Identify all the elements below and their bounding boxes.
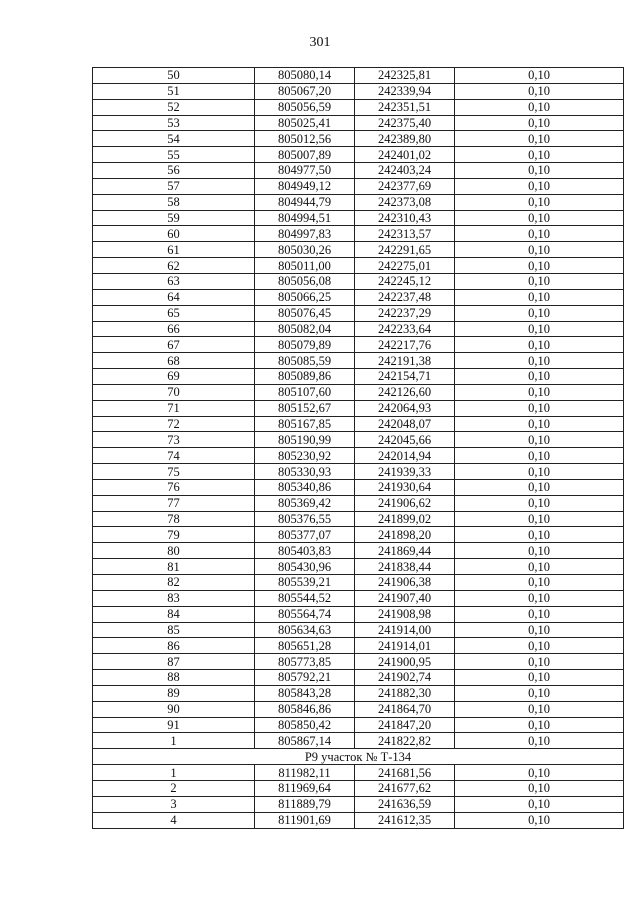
point-number-cell: 54	[93, 131, 255, 147]
y-coordinate-cell: 242191,38	[355, 353, 455, 369]
y-coordinate-cell: 242291,65	[355, 242, 455, 258]
point-number-cell: 78	[93, 511, 255, 527]
table-row	[93, 83, 624, 99]
accuracy-cell: 0,10	[455, 654, 624, 670]
x-coordinate-cell: 804949,12	[255, 178, 355, 194]
y-coordinate-cell: 241902,74	[355, 670, 455, 686]
accuracy-cell: 0,10	[455, 638, 624, 654]
y-coordinate-cell: 241939,33	[355, 464, 455, 480]
x-coordinate-cell: 805792,21	[255, 670, 355, 686]
y-coordinate-cell: 242237,29	[355, 305, 455, 321]
x-coordinate-cell: 805403,83	[255, 543, 355, 559]
point-number-cell: 66	[93, 321, 255, 337]
table-row	[93, 242, 624, 258]
y-coordinate-cell: 241906,38	[355, 575, 455, 591]
table-row	[93, 305, 624, 321]
x-coordinate-cell: 805850,42	[255, 717, 355, 733]
point-number-cell: 1	[93, 733, 255, 749]
x-coordinate-cell: 805564,74	[255, 606, 355, 622]
x-coordinate-cell: 811889,79	[255, 796, 355, 812]
point-number-cell: 58	[93, 194, 255, 210]
accuracy-cell: 0,10	[455, 416, 624, 432]
table-row	[93, 448, 624, 464]
point-number-cell: 62	[93, 258, 255, 274]
point-number-cell: 3	[93, 796, 255, 812]
y-coordinate-cell: 242325,81	[355, 68, 455, 84]
accuracy-cell: 0,10	[455, 258, 624, 274]
x-coordinate-cell: 805846,86	[255, 701, 355, 717]
point-number-cell: 67	[93, 337, 255, 353]
table-row	[93, 384, 624, 400]
table-row	[93, 527, 624, 543]
point-number-cell: 56	[93, 163, 255, 179]
x-coordinate-cell: 805867,14	[255, 733, 355, 749]
y-coordinate-cell: 242351,51	[355, 99, 455, 115]
accuracy-cell: 0,10	[455, 289, 624, 305]
y-coordinate-cell: 242237,48	[355, 289, 455, 305]
accuracy-cell: 0,10	[455, 115, 624, 131]
point-number-cell: 52	[93, 99, 255, 115]
point-number-cell: 50	[93, 68, 255, 84]
x-coordinate-cell: 805079,89	[255, 337, 355, 353]
accuracy-cell: 0,10	[455, 384, 624, 400]
table-row	[93, 226, 624, 242]
y-coordinate-cell: 242310,43	[355, 210, 455, 226]
table-row	[93, 717, 624, 733]
y-coordinate-cell: 241612,35	[355, 812, 455, 828]
section-header: Р9 участок № Т-134	[93, 749, 624, 765]
table-row	[93, 68, 624, 84]
table-row	[93, 765, 624, 781]
point-number-cell: 83	[93, 590, 255, 606]
y-coordinate-cell: 241847,20	[355, 717, 455, 733]
x-coordinate-cell: 811901,69	[255, 812, 355, 828]
table-row	[93, 432, 624, 448]
x-coordinate-cell: 805430,96	[255, 559, 355, 575]
accuracy-cell: 0,10	[455, 68, 624, 84]
table-row	[93, 258, 624, 274]
y-coordinate-cell: 242217,76	[355, 337, 455, 353]
point-number-cell: 74	[93, 448, 255, 464]
accuracy-cell: 0,10	[455, 369, 624, 385]
y-coordinate-cell: 241838,44	[355, 559, 455, 575]
point-number-cell: 75	[93, 464, 255, 480]
x-coordinate-cell: 805376,55	[255, 511, 355, 527]
x-coordinate-cell: 805025,41	[255, 115, 355, 131]
y-coordinate-cell: 241914,00	[355, 622, 455, 638]
point-number-cell: 60	[93, 226, 255, 242]
y-coordinate-cell: 242401,02	[355, 147, 455, 163]
y-coordinate-cell: 241899,02	[355, 511, 455, 527]
y-coordinate-cell: 241869,44	[355, 543, 455, 559]
x-coordinate-cell: 805651,28	[255, 638, 355, 654]
table-row	[93, 147, 624, 163]
x-coordinate-cell: 805340,86	[255, 479, 355, 495]
table-row	[93, 559, 624, 575]
x-coordinate-cell: 805012,56	[255, 131, 355, 147]
x-coordinate-cell: 811982,11	[255, 765, 355, 781]
accuracy-cell: 0,10	[455, 527, 624, 543]
x-coordinate-cell: 805082,04	[255, 321, 355, 337]
point-number-cell: 59	[93, 210, 255, 226]
point-number-cell: 57	[93, 178, 255, 194]
accuracy-cell: 0,10	[455, 147, 624, 163]
x-coordinate-cell: 805843,28	[255, 685, 355, 701]
accuracy-cell: 0,10	[455, 432, 624, 448]
y-coordinate-cell: 241636,59	[355, 796, 455, 812]
y-coordinate-cell: 241900,95	[355, 654, 455, 670]
x-coordinate-cell: 804944,79	[255, 194, 355, 210]
table-row	[93, 543, 624, 559]
point-number-cell: 90	[93, 701, 255, 717]
accuracy-cell: 0,10	[455, 321, 624, 337]
table-row	[93, 733, 624, 749]
accuracy-cell: 0,10	[455, 543, 624, 559]
point-number-cell: 68	[93, 353, 255, 369]
table-row	[93, 606, 624, 622]
accuracy-cell: 0,10	[455, 733, 624, 749]
point-number-cell: 4	[93, 812, 255, 828]
accuracy-cell: 0,10	[455, 479, 624, 495]
x-coordinate-cell: 805011,00	[255, 258, 355, 274]
y-coordinate-cell: 242339,94	[355, 83, 455, 99]
x-coordinate-cell: 805230,92	[255, 448, 355, 464]
point-number-cell: 65	[93, 305, 255, 321]
point-number-cell: 70	[93, 384, 255, 400]
y-coordinate-cell: 242126,60	[355, 384, 455, 400]
point-number-cell: 73	[93, 432, 255, 448]
accuracy-cell: 0,10	[455, 131, 624, 147]
table-row	[93, 511, 624, 527]
accuracy-cell: 0,10	[455, 701, 624, 717]
table-row	[93, 115, 624, 131]
y-coordinate-cell: 241906,62	[355, 495, 455, 511]
y-coordinate-cell: 242375,40	[355, 115, 455, 131]
y-coordinate-cell: 241908,98	[355, 606, 455, 622]
x-coordinate-cell: 805089,86	[255, 369, 355, 385]
point-number-cell: 72	[93, 416, 255, 432]
table-row	[93, 812, 624, 828]
y-coordinate-cell: 242233,64	[355, 321, 455, 337]
table-row	[93, 369, 624, 385]
accuracy-cell: 0,10	[455, 163, 624, 179]
point-number-cell: 77	[93, 495, 255, 511]
page-number: 301	[309, 35, 331, 50]
x-coordinate-cell: 804977,50	[255, 163, 355, 179]
y-coordinate-cell: 242014,94	[355, 448, 455, 464]
x-coordinate-cell: 805056,59	[255, 99, 355, 115]
point-number-cell: 51	[93, 83, 255, 99]
accuracy-cell: 0,10	[455, 464, 624, 480]
point-number-cell: 53	[93, 115, 255, 131]
x-coordinate-cell: 805544,52	[255, 590, 355, 606]
x-coordinate-cell: 805539,21	[255, 575, 355, 591]
table-row	[93, 701, 624, 717]
point-number-cell: 69	[93, 369, 255, 385]
y-coordinate-cell: 241930,64	[355, 479, 455, 495]
accuracy-cell: 0,10	[455, 495, 624, 511]
x-coordinate-cell: 805634,63	[255, 622, 355, 638]
y-coordinate-cell: 241907,40	[355, 590, 455, 606]
table-row	[93, 685, 624, 701]
accuracy-cell: 0,10	[455, 685, 624, 701]
y-coordinate-cell: 241864,70	[355, 701, 455, 717]
point-number-cell: 81	[93, 559, 255, 575]
y-coordinate-cell: 241681,56	[355, 765, 455, 781]
table-row	[93, 99, 624, 115]
y-coordinate-cell: 242389,80	[355, 131, 455, 147]
accuracy-cell: 0,10	[455, 448, 624, 464]
y-coordinate-cell: 242373,08	[355, 194, 455, 210]
point-number-cell: 79	[93, 527, 255, 543]
x-coordinate-cell: 805330,93	[255, 464, 355, 480]
accuracy-cell: 0,10	[455, 575, 624, 591]
point-number-cell: 82	[93, 575, 255, 591]
accuracy-cell: 0,10	[455, 99, 624, 115]
x-coordinate-cell: 805076,45	[255, 305, 355, 321]
accuracy-cell: 0,10	[455, 559, 624, 575]
coordinates-table	[92, 67, 624, 829]
accuracy-cell: 0,10	[455, 590, 624, 606]
accuracy-cell: 0,10	[455, 606, 624, 622]
accuracy-cell: 0,10	[455, 796, 624, 812]
accuracy-cell: 0,10	[455, 226, 624, 242]
table-row	[93, 464, 624, 480]
x-coordinate-cell: 805066,25	[255, 289, 355, 305]
accuracy-cell: 0,10	[455, 305, 624, 321]
accuracy-cell: 0,10	[455, 273, 624, 289]
x-coordinate-cell: 805085,59	[255, 353, 355, 369]
x-coordinate-cell: 804997,83	[255, 226, 355, 242]
table-row	[93, 131, 624, 147]
table-row	[93, 416, 624, 432]
table-row	[93, 210, 624, 226]
x-coordinate-cell: 804994,51	[255, 210, 355, 226]
accuracy-cell: 0,10	[455, 83, 624, 99]
table-row	[93, 796, 624, 812]
x-coordinate-cell: 805056,08	[255, 273, 355, 289]
accuracy-cell: 0,10	[455, 780, 624, 796]
section-header-row	[93, 749, 624, 765]
point-number-cell: 63	[93, 273, 255, 289]
table-row	[93, 289, 624, 305]
point-number-cell: 76	[93, 479, 255, 495]
point-number-cell: 87	[93, 654, 255, 670]
point-number-cell: 84	[93, 606, 255, 622]
table-row	[93, 780, 624, 796]
point-number-cell: 80	[93, 543, 255, 559]
point-number-cell: 55	[93, 147, 255, 163]
table-row	[93, 337, 624, 353]
y-coordinate-cell: 242045,66	[355, 432, 455, 448]
y-coordinate-cell: 242377,69	[355, 178, 455, 194]
x-coordinate-cell: 805067,20	[255, 83, 355, 99]
y-coordinate-cell: 241882,30	[355, 685, 455, 701]
x-coordinate-cell: 805030,26	[255, 242, 355, 258]
accuracy-cell: 0,10	[455, 337, 624, 353]
table-row	[93, 622, 624, 638]
accuracy-cell: 0,10	[455, 400, 624, 416]
accuracy-cell: 0,10	[455, 194, 624, 210]
y-coordinate-cell: 242275,01	[355, 258, 455, 274]
x-coordinate-cell: 805167,85	[255, 416, 355, 432]
table-row	[93, 638, 624, 654]
accuracy-cell: 0,10	[455, 242, 624, 258]
y-coordinate-cell: 241677,62	[355, 780, 455, 796]
accuracy-cell: 0,10	[455, 622, 624, 638]
y-coordinate-cell: 242048,07	[355, 416, 455, 432]
accuracy-cell: 0,10	[455, 511, 624, 527]
y-coordinate-cell: 241822,82	[355, 733, 455, 749]
y-coordinate-cell: 241898,20	[355, 527, 455, 543]
accuracy-cell: 0,10	[455, 178, 624, 194]
table-row	[93, 194, 624, 210]
table-row	[93, 178, 624, 194]
x-coordinate-cell: 805377,07	[255, 527, 355, 543]
table-row	[93, 400, 624, 416]
x-coordinate-cell: 805369,42	[255, 495, 355, 511]
y-coordinate-cell: 242154,71	[355, 369, 455, 385]
x-coordinate-cell: 805152,67	[255, 400, 355, 416]
table-row	[93, 670, 624, 686]
y-coordinate-cell: 241914,01	[355, 638, 455, 654]
table-row	[93, 575, 624, 591]
point-number-cell: 71	[93, 400, 255, 416]
y-coordinate-cell: 242064,93	[355, 400, 455, 416]
point-number-cell: 86	[93, 638, 255, 654]
accuracy-cell: 0,10	[455, 210, 624, 226]
table-row	[93, 590, 624, 606]
y-coordinate-cell: 242403,24	[355, 163, 455, 179]
y-coordinate-cell: 242245,12	[355, 273, 455, 289]
table-row	[93, 654, 624, 670]
accuracy-cell: 0,10	[455, 812, 624, 828]
x-coordinate-cell: 805007,89	[255, 147, 355, 163]
x-coordinate-cell: 805080,14	[255, 68, 355, 84]
point-number-cell: 88	[93, 670, 255, 686]
x-coordinate-cell: 805773,85	[255, 654, 355, 670]
table-row	[93, 163, 624, 179]
table-row	[93, 495, 624, 511]
x-coordinate-cell: 805190,99	[255, 432, 355, 448]
y-coordinate-cell: 242313,57	[355, 226, 455, 242]
accuracy-cell: 0,10	[455, 353, 624, 369]
x-coordinate-cell: 811969,64	[255, 780, 355, 796]
accuracy-cell: 0,10	[455, 717, 624, 733]
table-row	[93, 479, 624, 495]
table-row	[93, 353, 624, 369]
table-row	[93, 273, 624, 289]
point-number-cell: 64	[93, 289, 255, 305]
x-coordinate-cell: 805107,60	[255, 384, 355, 400]
point-number-cell: 2	[93, 780, 255, 796]
point-number-cell: 89	[93, 685, 255, 701]
table-row	[93, 321, 624, 337]
point-number-cell: 1	[93, 765, 255, 781]
accuracy-cell: 0,10	[455, 670, 624, 686]
point-number-cell: 85	[93, 622, 255, 638]
point-number-cell: 61	[93, 242, 255, 258]
point-number-cell: 91	[93, 717, 255, 733]
accuracy-cell: 0,10	[455, 765, 624, 781]
